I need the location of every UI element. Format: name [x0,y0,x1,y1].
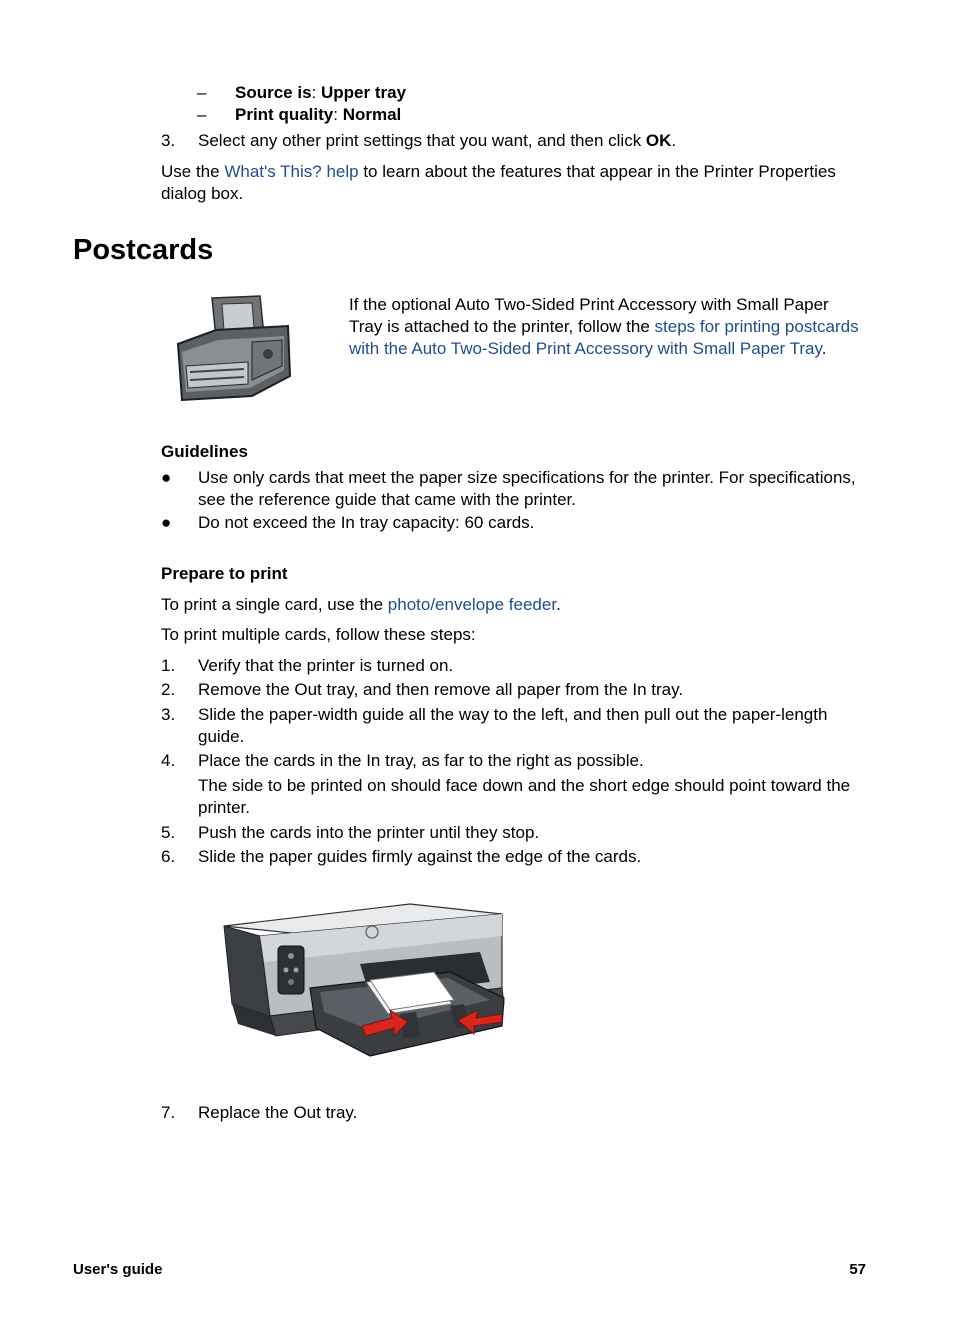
dash-text [235,104,401,126]
step-number-4: 4. [161,751,176,770]
steps-for-printing-postcards-link[interactable]: steps for printing postcards with the Auto Two-Sided Print Accessory with Small Paper Tray [349,317,859,358]
accessory-text-before: If the optional Auto Two-Sided Print Accessory with Small Paper Tray is attached to the printer, follow the [349,295,829,336]
help-text-before: Use the [161,162,225,181]
help-text-after: to learn about the features that appear in the Printer Properties dialog box. [161,162,836,203]
single-card-paragraph [161,594,561,616]
single-text-after: . [556,595,561,614]
setting-value: Upper tray [321,83,407,102]
printer-loading-cards-illustration [220,896,510,1068]
step-3-text: Slide the paper-width guide all the way to the left, and then pull out the paper-length guide. [198,705,828,746]
dash-marker: – [197,105,207,124]
accessory-paragraph [349,294,864,360]
prepare-heading: Prepare to print [161,564,288,583]
section-title: Postcards [73,234,214,266]
step-2-text: Remove the Out tray, and then remove all paper from the In tray. [198,680,684,699]
step-text [198,130,676,152]
dash-item-quality [197,104,402,126]
setting-value: Normal [342,105,402,124]
multiple-cards-paragraph: To print multiple cards, follow these steps: [161,625,476,644]
setting-label: Source is [235,83,312,102]
step-text-end: . [671,131,677,150]
page-number: 57 [849,1261,866,1278]
step-number-7: 7. [161,1103,176,1122]
guideline-item-1: Use only cards that meet the paper size specifications for the printer. For specifications, see the reference guide that came with the printer. [198,468,856,509]
step-number-2: 2. [161,680,176,699]
step-number-3: 3. [161,705,176,724]
setting-sep: : [333,105,338,124]
step-4-note: The side to be printed on should face down and the short edge should point toward the printer. [198,776,851,817]
guideline-item-2: Do not exceed the In tray capacity: 60 cards. [198,513,535,532]
step-6-text: Slide the paper guides firmly against the edge of the cards. [198,847,642,866]
step-number: 3. [161,131,176,150]
setting-sep: : [311,83,317,102]
duplex-accessory-illustration [172,292,294,404]
accessory-text-after: . [821,339,827,358]
step-5-text: Push the cards into the printer until they stop. [198,823,540,842]
guideline-bullet-2: ● [161,513,172,532]
step-number-5: 5. [161,823,176,842]
photo-envelope-feeder-link[interactable]: photo/envelope feeder [387,595,557,614]
setting-label: Print quality [235,105,334,124]
step-3-select-settings [161,130,677,152]
help-paragraph [161,161,873,205]
dash-marker: – [197,83,207,102]
dash-text [235,82,406,104]
step-7-text: Replace the Out tray. [198,1103,358,1122]
guidelines-heading: Guidelines [161,442,248,461]
dash-item-source [197,82,407,104]
step-1-text: Verify that the printer is turned on. [198,656,454,675]
footer-guide-title: User's guide [73,1261,163,1278]
whats-this-help-link[interactable]: What's This? help [224,162,359,181]
ok-label: OK [645,131,672,150]
step-4-text: Place the cards in the In tray, as far to the right as possible. [198,751,644,770]
step-number-1: 1. [161,656,176,675]
step-number-6: 6. [161,847,176,866]
guideline-bullet-1: ● [161,468,172,487]
step-text-main: Select any other print settings that you want, and then click [198,131,646,150]
single-text-before: To print a single card, use the [161,595,388,614]
